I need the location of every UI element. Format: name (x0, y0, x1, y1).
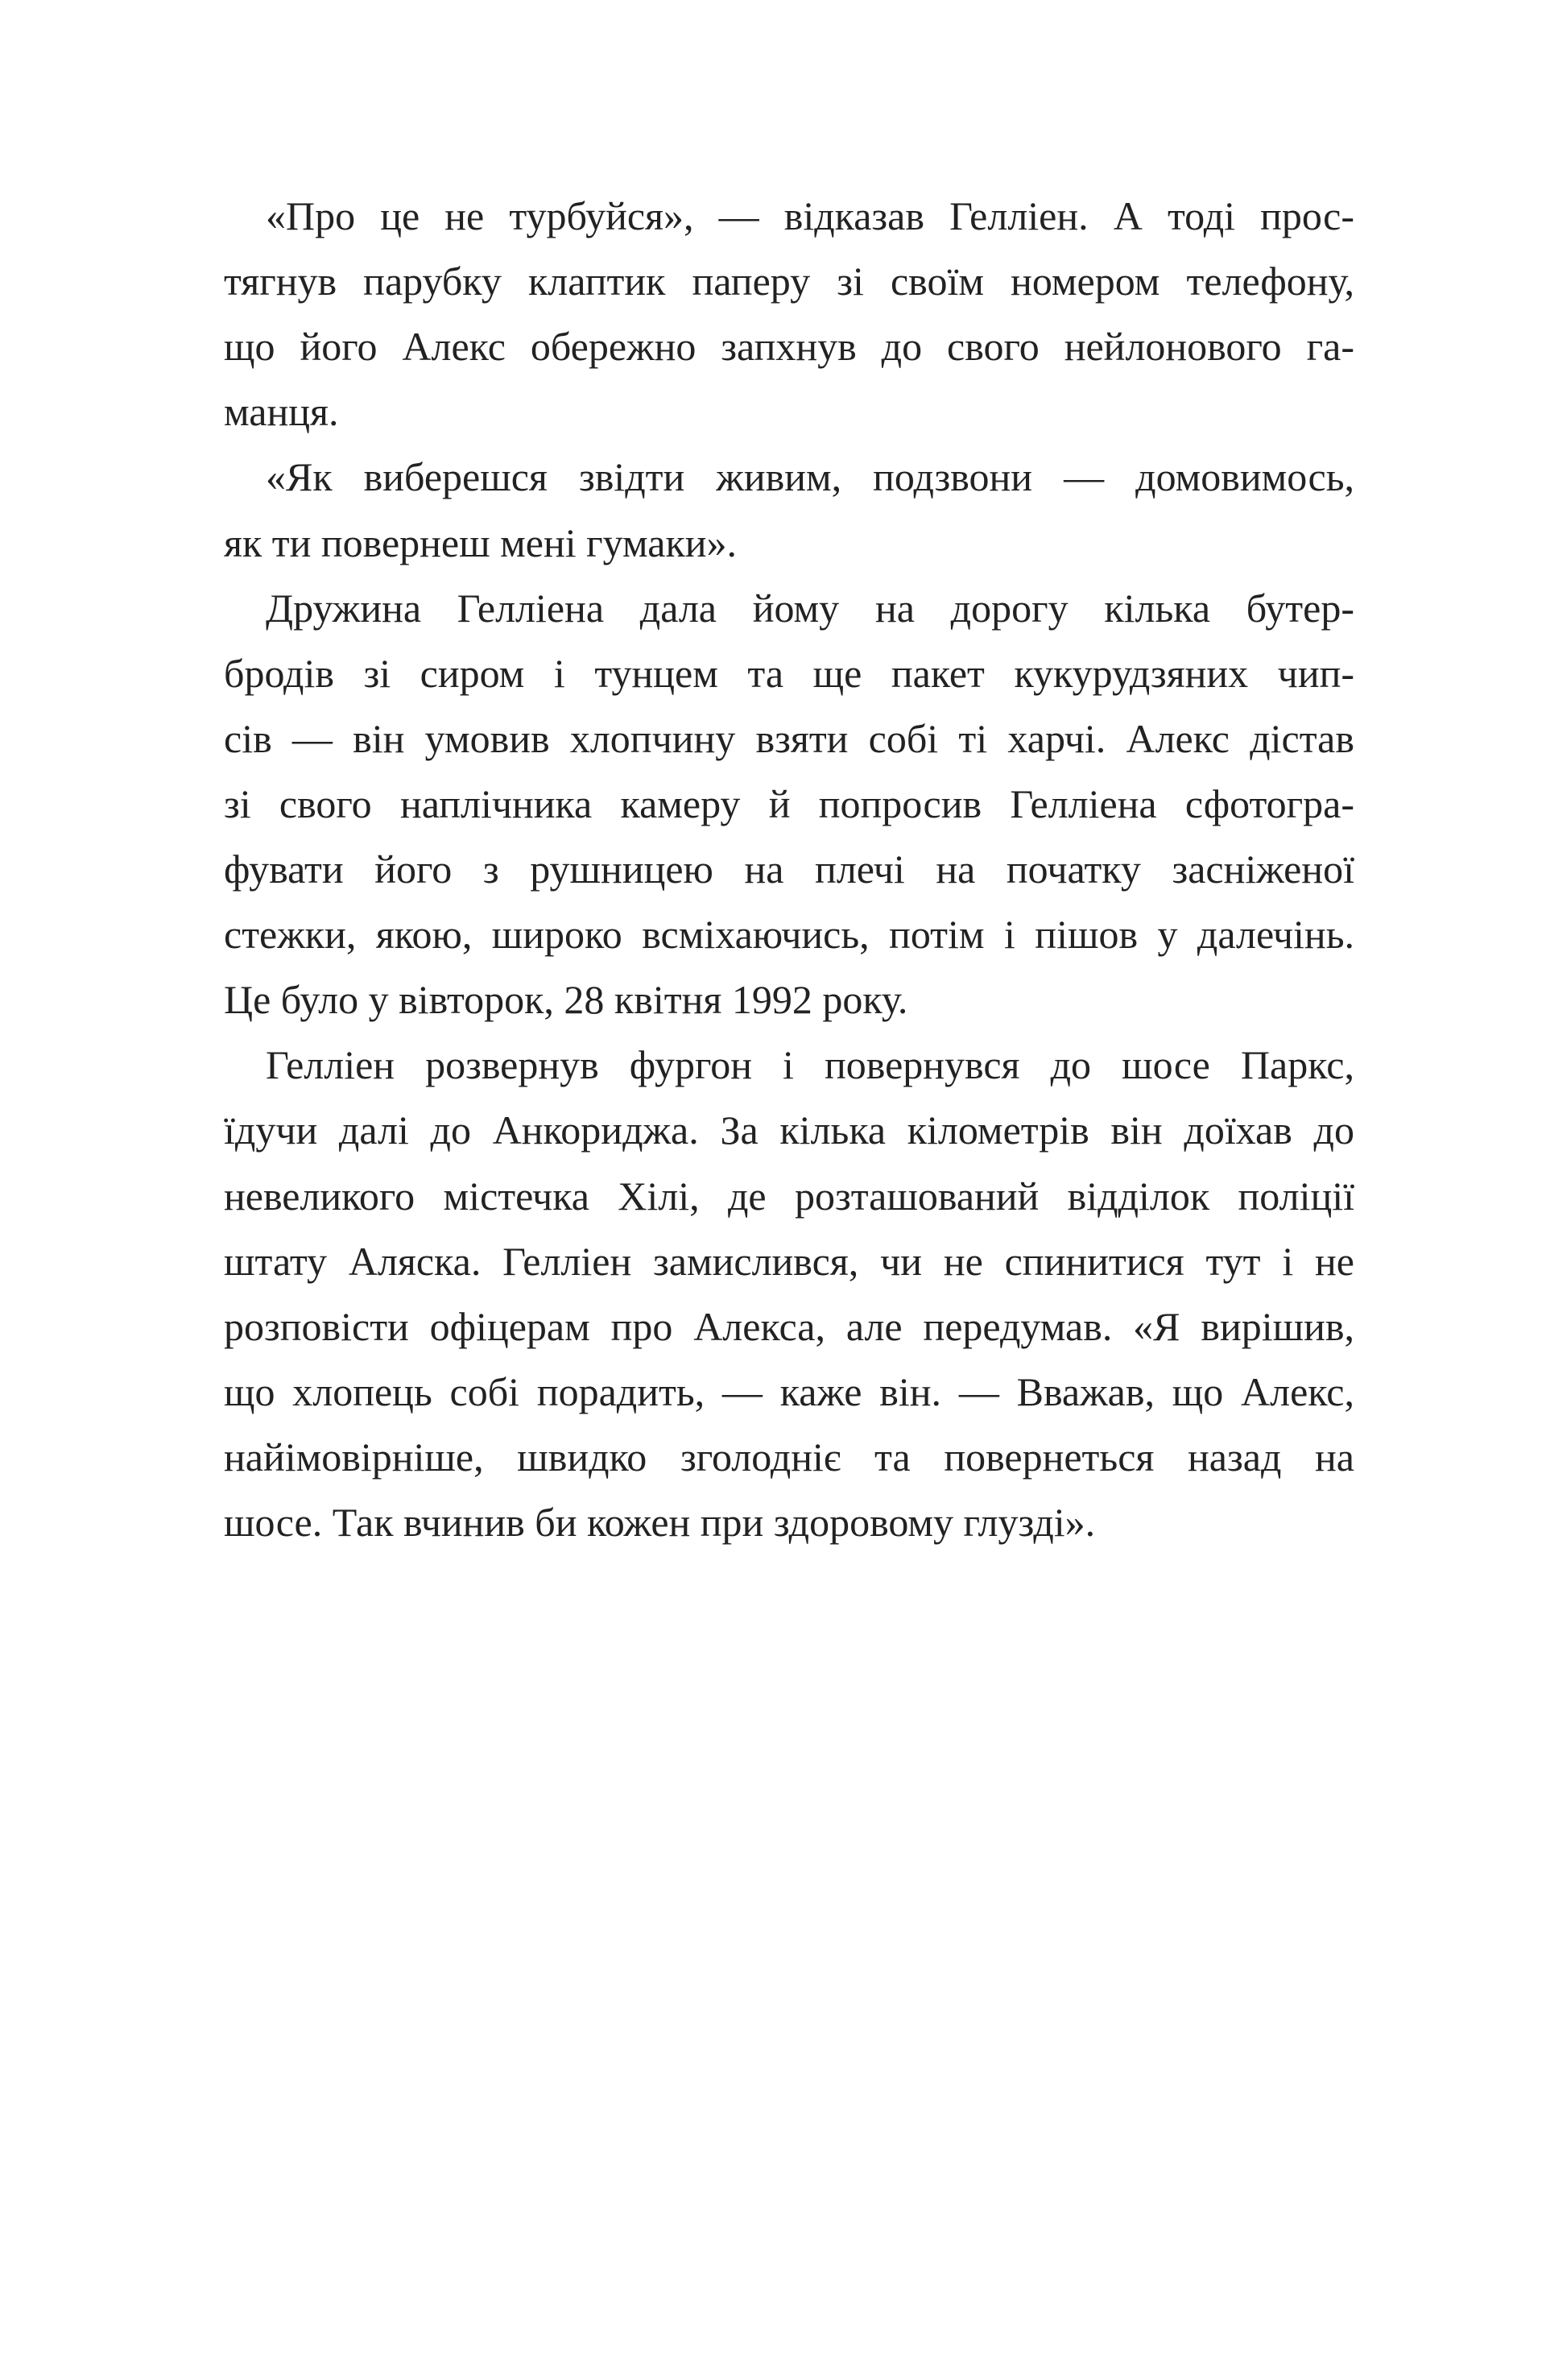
text-line: що хлопець собі порадить, — каже він. — Вважав, що Алекс, (224, 1368, 1354, 1414)
text-line: шосе. Так вчинив би кожен при здоровому глузді». (224, 1500, 1096, 1545)
text-line: Це було у вівторок, 28 квітня 1992 року. (224, 977, 908, 1023)
text-line: тягнув парубку клаптик паперу зі своїм номером телефону, (224, 259, 1354, 304)
text-line: Гелліен розвернув фургон і повернувся до шосе Паркс, (266, 1042, 1354, 1088)
text-line: Дружина Гелліена дала йому на дорогу кілька бутер- (266, 585, 1354, 631)
text-line: фувати його з рушницею на плечі на початку засніженої (224, 846, 1354, 892)
text-line: розповісти офіцерам про Алекса, але передумав. «Я вирішив, (224, 1303, 1354, 1349)
text-line: штату Аляска. Гелліен замислився, чи не спинитися тут і не (224, 1238, 1354, 1284)
text-line: манця. (224, 389, 339, 435)
text-line: стежки, якою, широко всміхаючись, потім і пішов у далечінь. (224, 912, 1354, 958)
text-line: що його Алекс обережно запхнув до свого нейлонового га- (224, 324, 1354, 370)
text-line: як ти повернеш мені гумаки». (224, 519, 737, 565)
text-line: «Як виберешся звідти живим, подзвони — домовимось, (266, 454, 1354, 500)
text-line: сів — він умовив хлопчину взяти собі ті харчі. Алекс дістав (224, 715, 1354, 761)
text-line: «Про це не турбуйся», — відказав Гелліен. А тоді прос- (266, 193, 1354, 238)
text-line: їдучи далі до Анкориджа. За кілька кілометрів він доїхав до (224, 1107, 1354, 1153)
text-line: найімовірніше, швидко зголодніє та повернеться назад на (224, 1434, 1354, 1480)
text-line: бродів зі сиром і тунцем та ще пакет кукурудзяних чип- (224, 650, 1354, 696)
text-line: зі свого наплічника камеру й попросив Гелліена сфотогра- (224, 780, 1354, 826)
text-line: невеликого містечка Хілі, де розташований відділок поліції (224, 1173, 1354, 1219)
